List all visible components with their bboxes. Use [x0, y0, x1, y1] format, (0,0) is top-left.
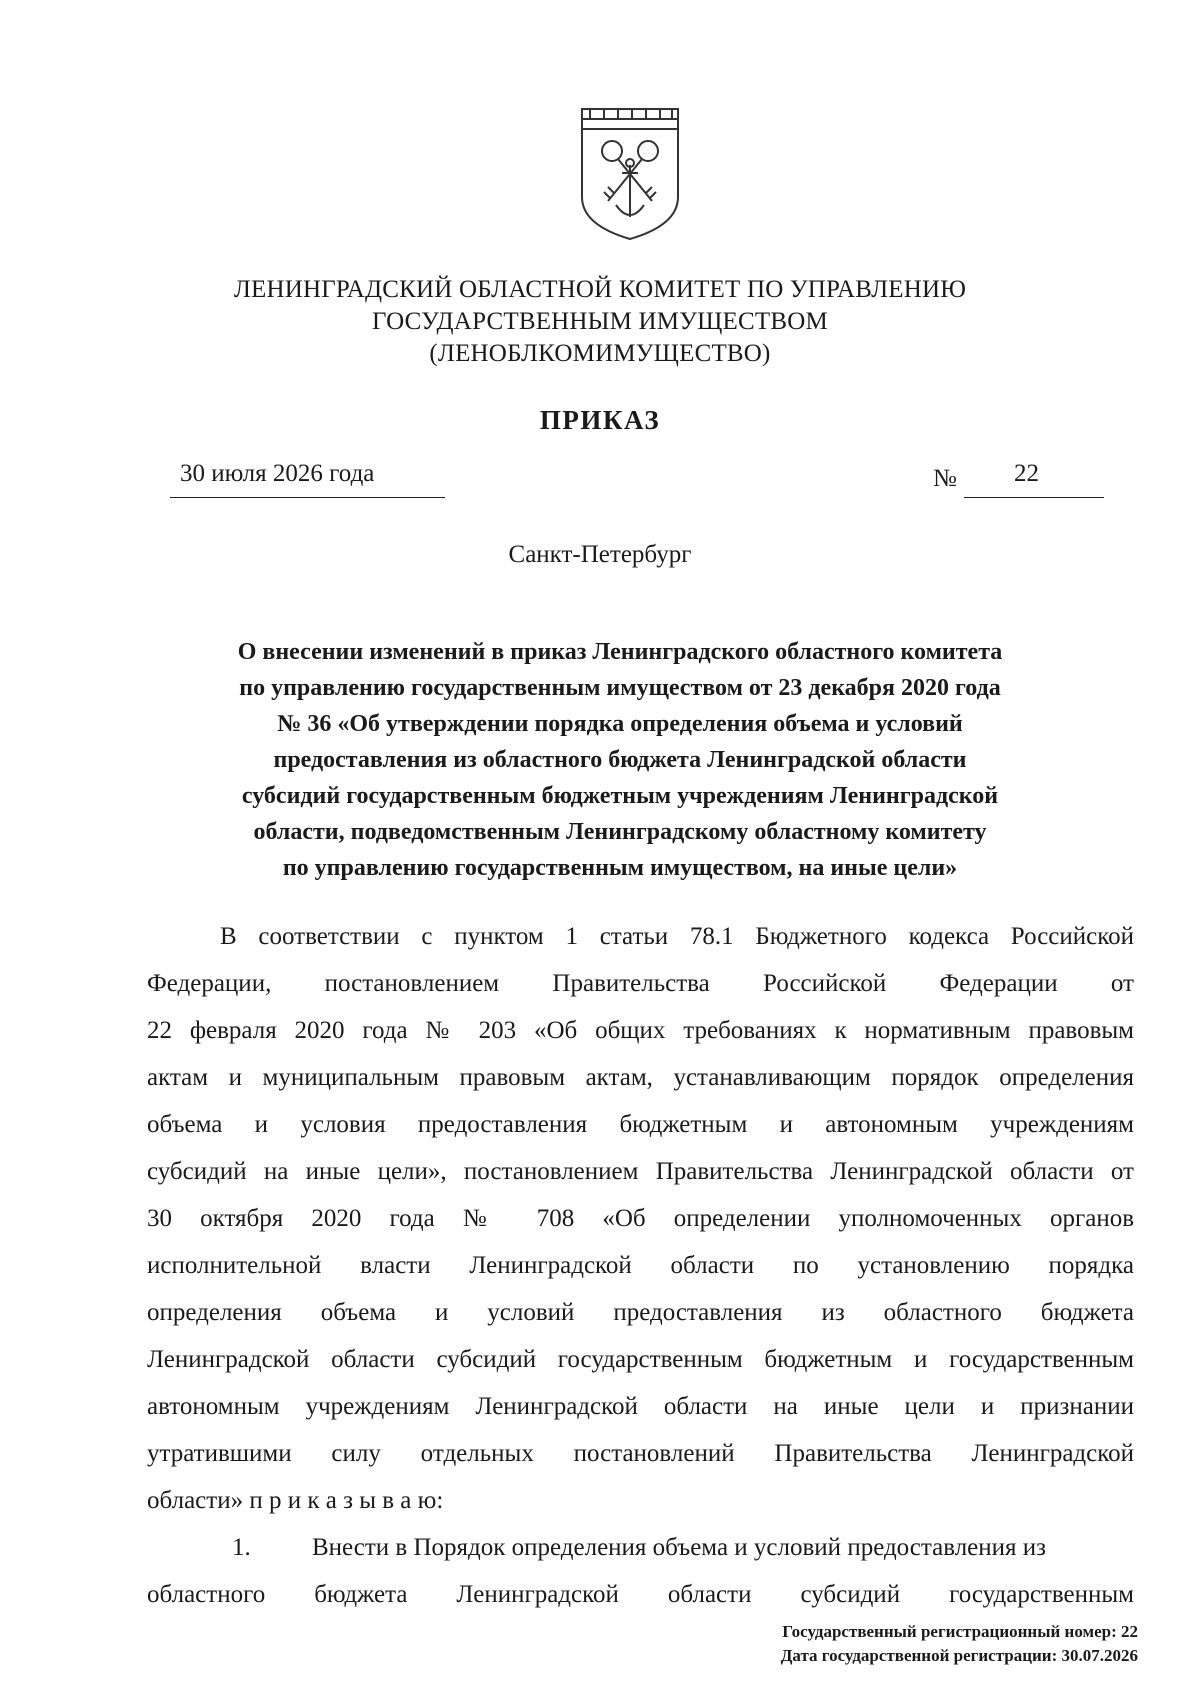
number-sign: №: [933, 465, 957, 492]
body-line: 22 февраля 2020 года № 203 «Об общих требованиях к нормативным правовым: [147, 1017, 1134, 1044]
order-verb: п р и к а з ы в а ю:: [249, 1487, 444, 1514]
date-underline: [170, 497, 445, 499]
organization-name-line-2: ГОСУДАРСТВЕННЫМ ИМУЩЕСТВОМ: [372, 308, 828, 335]
item-number: 1.: [232, 1534, 251, 1561]
organization-short-name: (ЛЕНОБЛКОМИМУЩЕСТВО): [429, 340, 771, 367]
body-line: субсидий на иные цели», постановлением Правительства Ленинградской области от: [147, 1158, 1134, 1185]
body-line: В соответствии с пунктом 1 статьи 78.1 Бюджетного кодекса Российской: [220, 923, 1134, 950]
item-1-line-2: областного бюджета Ленинградской области субсидий государственным: [147, 1581, 1134, 1608]
item-1-line-1: [147, 1524, 1134, 1571]
title-line: по управлению государственным имуществом, на иные цели»: [282, 855, 958, 881]
organization-name-line-1: ЛЕНИНГРАДСКИЙ ОБЛАСТНОЙ КОМИТЕТ ПО УПРАВЛЕНИЮ: [233, 276, 967, 303]
body-line-text: области»: [147, 1487, 244, 1514]
item-1-text: Внести в Порядок определения объема и условий предоставления из: [312, 1534, 1047, 1561]
body-line: исполнительной власти Ленинградской области по установлению порядка: [147, 1252, 1134, 1279]
body-line: утратившими силу отдельных постановлений Правительства Ленинградской: [147, 1440, 1134, 1467]
body-line: актам и муниципальным правовым актам, устанавливающим порядок определения: [147, 1064, 1134, 1091]
document-body: [147, 913, 1134, 1618]
title-line: субсидий государственным бюджетным учреждениям Ленинградской: [241, 783, 999, 809]
document-title: [150, 634, 1090, 886]
document-type-heading: ПРИКАЗ: [539, 405, 661, 435]
body-line: определения объема и условий предоставления из областного бюджета: [147, 1299, 1134, 1326]
registration-number: Государственный регистрационный номер: 22: [782, 1622, 1138, 1641]
registration-info: [781, 1620, 1138, 1668]
document-city: Санкт-Петербург: [508, 541, 692, 568]
coat-of-arms-emblem: [576, 105, 684, 243]
number-underline: [964, 497, 1104, 499]
body-line: Федерации, постановлением Правительства Российской Федерации от: [147, 970, 1134, 997]
body-line: 30 октября 2020 года № 708 «Об определении уполномоченных органов: [147, 1205, 1134, 1232]
body-line: объема и условия предоставления бюджетным и автономным учреждениям: [147, 1111, 1134, 1138]
title-line: предоставления из областного бюджета Ленинградской области: [273, 747, 967, 773]
document-number: 22: [1014, 460, 1039, 487]
title-line: О внесении изменений в приказ Ленинградского областного комитета: [237, 639, 1003, 665]
registration-date: Дата государственной регистрации: 30.07.2026: [780, 1646, 1138, 1665]
body-line: автономным учреждениям Ленинградской области на иные цели и признании: [147, 1393, 1134, 1420]
body-line: Ленинградской области субсидий государственным бюджетным и государственным: [147, 1346, 1134, 1373]
body-line-last: [147, 1477, 1134, 1524]
title-line: области, подведомственным Ленинградскому областному комитету: [253, 819, 987, 845]
title-line: № 36 «Об утверждении порядка определения объема и условий: [277, 711, 963, 737]
document-date: 30 июля 2026 года: [180, 460, 375, 487]
title-line: по управлению государственным имуществом от 23 декабря 2020 года: [239, 675, 1001, 701]
